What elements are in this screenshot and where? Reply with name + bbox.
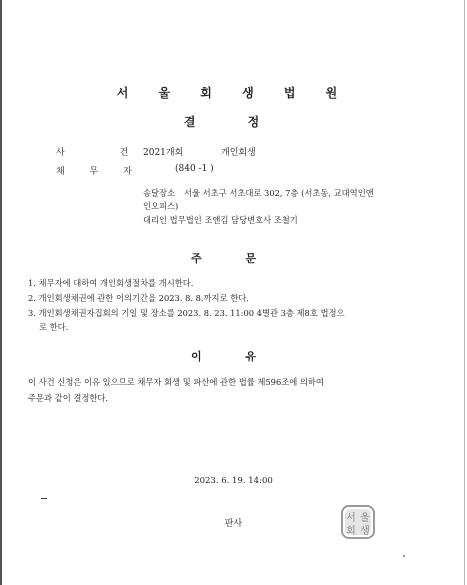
judge-title: 판사 (224, 519, 243, 529)
scan-dot (403, 555, 405, 557)
debtor-id: (840 -1 ) (175, 164, 214, 174)
address-line-2: 인오피스) (143, 201, 179, 211)
address-label: 송달장소 (143, 188, 176, 198)
address-line-1: 서울 서초구 서초대로 302, 7층 (서초동, 교대역인앤 (184, 188, 374, 198)
order-item-2: 2. 개인회생채권에 관한 이의기간을 2023. 8. 8.까지로 한다. (28, 293, 249, 303)
case-number: 2021개회 (143, 148, 184, 158)
court-name: 서 울 회 생 법 원 (116, 86, 351, 100)
reason-line-2: 주문과 같이 결정한다. (28, 393, 109, 403)
order-item-1: 1. 채무자에 대하여 개인회생절차를 개시한다. (28, 278, 194, 288)
document-title: 결 정 (183, 115, 284, 129)
decision-date: 2023. 6. 19. 14:00 (194, 476, 273, 486)
svg-text:생: 생 (360, 526, 370, 537)
case-label: 사 건 (56, 148, 155, 158)
svg-text:울: 울 (360, 513, 370, 524)
scan-mark (41, 498, 47, 499)
representative: 대리인 법무법인 조앤김 담당변호사 조철기 (143, 215, 298, 225)
svg-text:서: 서 (346, 513, 356, 524)
reason-line-1: 이 사건 신청은 이유 있으므로 채무자 회생 및 파산에 관한 법률 제596조에 의하여 (28, 377, 324, 387)
case-type: 개인회생 (221, 148, 256, 158)
order-item-3-cont: 로 한다. (39, 322, 69, 332)
court-seal-stamp (340, 504, 376, 540)
debtor-label: 채 무 자 (56, 167, 143, 177)
order-item-3: 3. 개인회생채권자집회의 기일 및 장소를 2023. 8. 23. 11:00 4별관 3층 제8호 법정으 (28, 308, 345, 318)
order-heading: 주 문 (190, 252, 277, 265)
svg-text:회: 회 (346, 526, 356, 537)
reason-heading: 이 유 (190, 350, 277, 363)
